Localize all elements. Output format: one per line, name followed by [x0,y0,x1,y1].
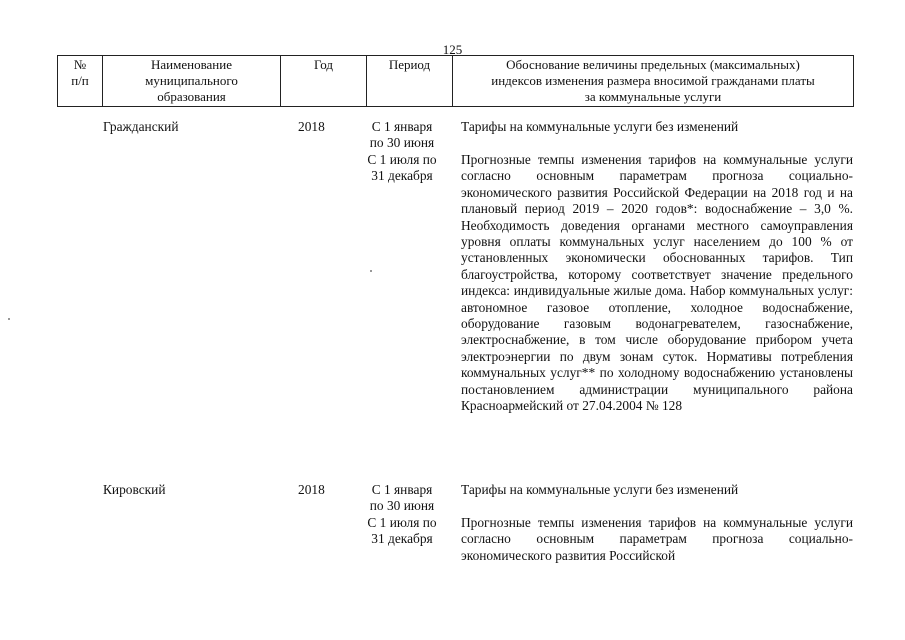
scan-speck [370,270,372,272]
period-line: С 1 января [371,119,433,134]
period-line: С 1 июля по [367,515,437,530]
page-number: 125 [442,42,463,57]
period-second-half [357,515,447,548]
header-col-number-line: № [73,57,87,72]
period-first-half [357,482,447,515]
header-col-number-line: п/п [71,73,89,88]
period-line: С 1 января [371,482,433,497]
period-line: по 30 июня [369,498,435,514]
header-col-reason [453,56,854,107]
scan-speck [8,318,10,320]
header-col-number [58,56,103,107]
municipality-name: Кировский [103,482,166,497]
table-header [57,55,854,107]
header-col-year: Год [281,56,367,107]
year-value: 2018 [298,119,325,134]
reason-text-second-half: Прогнозные темпы изменения тарифов на коммунальные услуги согласно основным параметрам прогноза социально-экономического развития Российской Федерации на 2018 год и на плановый период 2019 – 2020 годов*: водоснабжение – 3,0 %. Необходимость доведения органами местного самоуправления уровня оплаты коммунальных услуг населением до 100 % от установленных экономически обоснованных тарифов. Тип благоустройства, которому соответствует значение предельного индекса: индивидуальные жилые дома. Набор коммунальных услуг: автономное газовое отопление, холодное водоснабжение, оборудование газовым водонагревателем, газоснабжение, электроснабжение, в том числе оборудование прибором учета электроэнергии по двум зонам суток. Нормативы потребления коммунальных услуг** по холодному водоснабжению установлены постановлением администрации муниципального района Красноармейский от 27.04.2004 № 128 [461,152,853,414]
period-second-half [357,152,447,185]
period-line: 31 декабря [371,168,433,184]
period-line: по 30 июня [369,135,435,151]
header-col-name-line: Наименование [151,57,232,72]
municipality-name: Гражданский [103,119,179,134]
reason-text-first-half: Тарифы на коммунальные услуги без изменений [461,119,739,134]
header-col-reason-line: за коммунальные услуги [584,89,722,104]
header-col-name-line: муниципального [145,73,238,88]
period-line: С 1 июля по [367,152,437,167]
header-col-reason-line: индексов изменения размера вносимой гражданами платы [491,73,815,88]
period-first-half [357,119,447,152]
header-col-period: Период [367,56,453,107]
header-col-name-line: образования [157,89,226,104]
year-value: 2018 [298,482,325,497]
header-col-name [103,56,281,107]
reason-text-first-half: Тарифы на коммунальные услуги без изменений [461,482,739,497]
period-line: 31 декабря [371,531,433,547]
header-col-reason-line: Обоснование величины предельных (максимальных) [506,57,800,72]
reason-text-second-half: Прогнозные темпы изменения тарифов на коммунальные услуги согласно основным параметрам прогноза социально-экономического развития Российской [461,515,853,563]
